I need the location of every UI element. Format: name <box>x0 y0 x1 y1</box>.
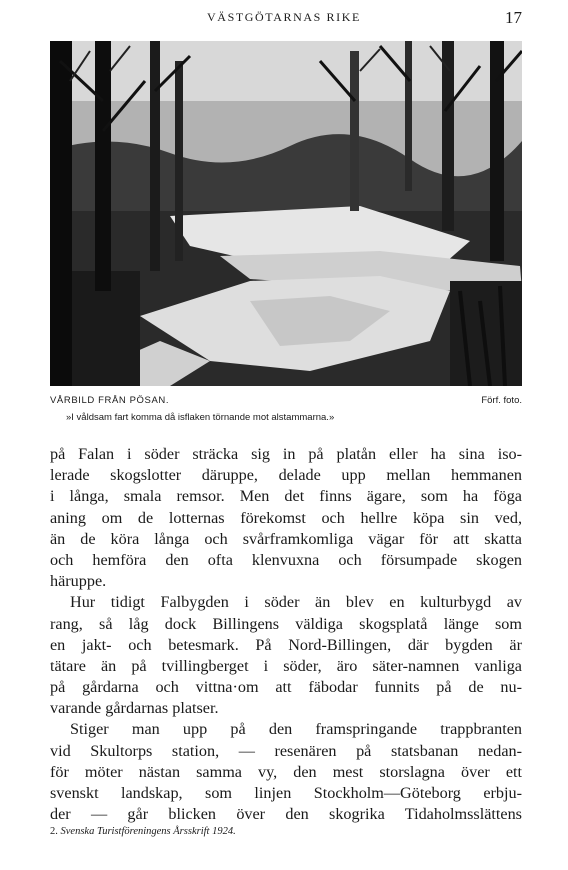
body-text <box>50 444 522 825</box>
caption-title: VÅRBILD FRÅN PÖSAN. <box>50 395 170 406</box>
body-line: Stiger man upp på den framspringande trappbranten <box>70 720 522 739</box>
caption-quote: »I våldsam fart komma då isflaken törnande mot alstammarna.» <box>66 412 335 423</box>
body-line: svenskt landskap, som linjen Stockholm—Göteborg erbju- <box>50 784 522 802</box>
body-line: der — går blicken över den skogrika Tidaholmsslättens <box>50 805 522 824</box>
body-line: på gårdarna och vittna·om att fäbodar funnits på de nu- <box>50 678 522 697</box>
body-line: tätare än på tvillingberget i söder, äro säter-namnen vanliga <box>50 656 522 675</box>
body-line: än de köra långa och svårframkomliga vägar för att skatta <box>50 529 522 548</box>
body-line: rang, så låg dock Billingens väldiga skogsplatå länge som <box>50 614 522 633</box>
body-line: för möter nästan samma vy, den mest storslagna över ett <box>50 762 522 781</box>
footnote <box>50 826 236 837</box>
body-line: varande gårdarnas platser. <box>50 699 219 718</box>
body-line: häruppe. <box>50 572 107 591</box>
body-line: aning om de lotternas förekomst och hellre köpa sin ved, <box>50 508 522 527</box>
body-line: en jakt- och betesmark. På Nord-Billingen, där bygden är <box>50 635 522 654</box>
footnote-number: 2. <box>50 826 58 837</box>
body-line: vid Skultorps station, — resenären på statsbanan nedan- <box>50 741 522 760</box>
body-line: lerade skogslotter däruppe, delade upp mellan hemmanen <box>50 466 522 485</box>
body-line: i långa, smala remsor. Men det finns ägare, som ha föga <box>50 487 522 506</box>
footnote-text: Svenska Turistföreningens Årsskrift 1924. <box>60 826 236 837</box>
running-header: VÄSTGÖTARNAS RIKE <box>207 10 361 24</box>
body-line: och hemföra den ofta klenvuxna och försumpade skogen <box>50 550 522 569</box>
body-line: Hur tidigt Falbygden i söder än blev en kulturbygd av <box>70 593 522 612</box>
body-line: på Falan i söder sträcka sig in på platån eller ha sina iso- <box>50 445 522 463</box>
caption-credit: Förf. foto. <box>481 395 522 406</box>
page-number: 17 <box>505 8 522 27</box>
photograph <box>50 41 522 386</box>
